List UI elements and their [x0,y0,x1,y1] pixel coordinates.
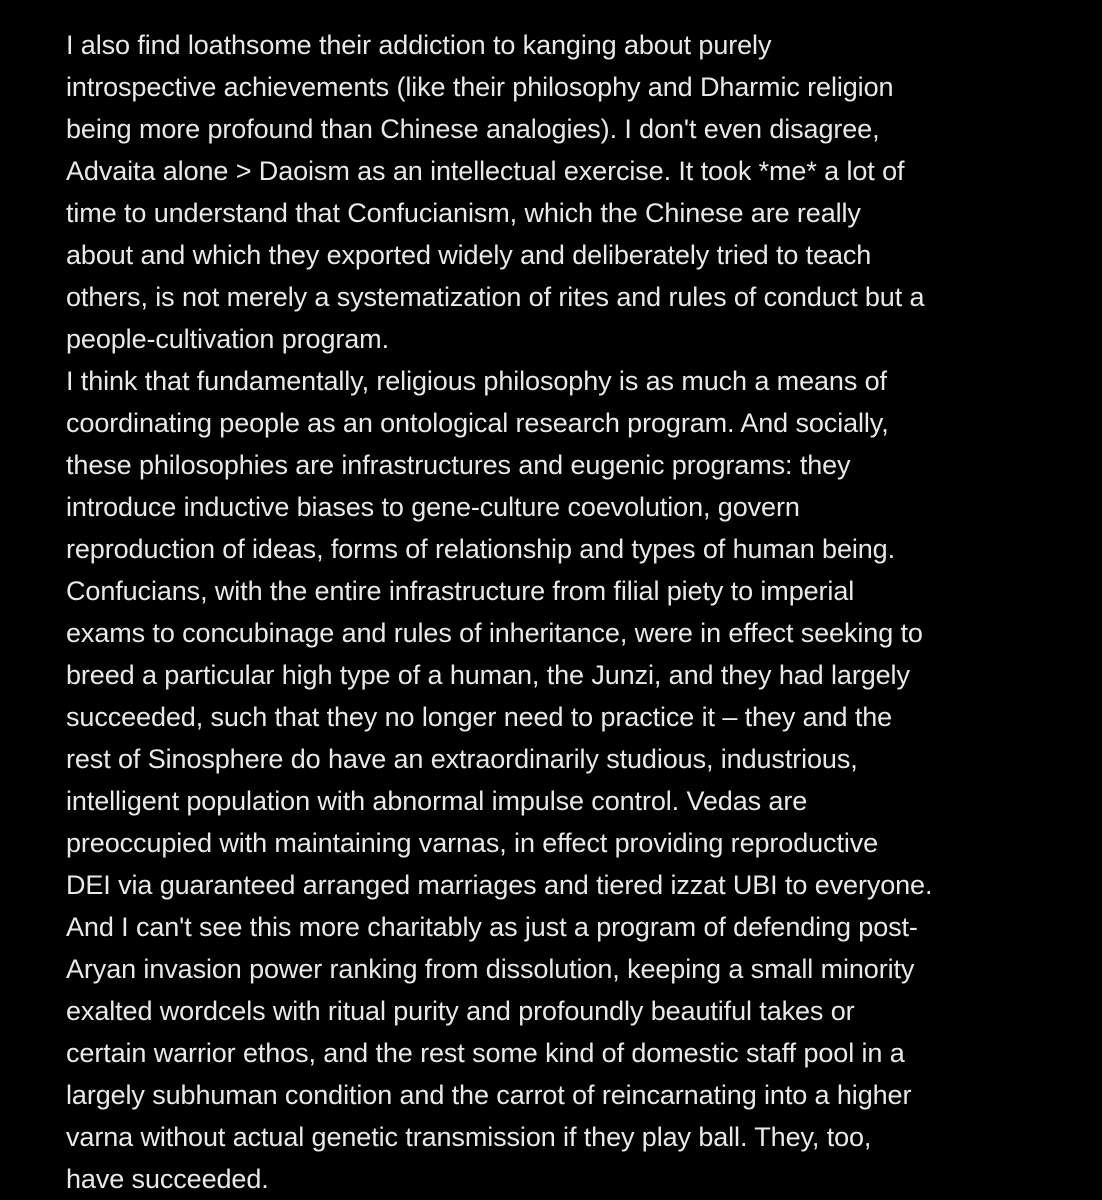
post-text-line: others, is not merely a systematization of rites and rules of conduct but a [66,282,925,312]
post-text-line: introduce inductive biases to gene-culture coevolution, govern [66,492,800,522]
post-text-line: varna without actual genetic transmission if they play ball. They, too, [66,1122,872,1152]
post-text-line: exams to concubinage and rules of inheritance, were in effect seeking to [66,618,923,648]
post-text-line: And I can't see this more charitably as just a program of defending post- [66,912,918,942]
post-text-line: I also find loathsome their addiction to kanging about purely [66,30,772,60]
post-text-line: rest of Sinosphere do have an extraordinarily studious, industrious, [66,744,858,774]
post-text-line: succeeded, such that they no longer need to practice it – they and the [66,702,893,732]
post-text-line: exalted wordcels with ritual purity and profoundly beautiful takes or [66,996,855,1026]
post-text-line: coordinating people as an ontological research program. And socially, [66,408,889,438]
post-text-line: time to understand that Confucianism, which the Chinese are really [66,198,861,228]
post-text-line: about and which they exported widely and deliberately tried to teach [66,240,872,270]
post-text-line: largely subhuman condition and the carrot of reincarnating into a higher [66,1080,912,1110]
post-text-line: these philosophies are infrastructures and eugenic programs: they [66,450,851,480]
post-text-line: have succeeded. [66,1164,269,1194]
post-text-line: being more profound than Chinese analogies). I don't even disagree, [66,114,880,144]
post-text-line: certain warrior ethos, and the rest some kind of domestic staff pool in a [66,1038,905,1068]
post-text-line: Confucians, with the entire infrastructure from filial piety to imperial [66,576,855,606]
post-text-line: reproduction of ideas, forms of relationship and types of human being. [66,534,895,564]
post-text-line: I think that fundamentally, religious philosophy is as much a means of [66,366,887,396]
post-text-line: DEI via guaranteed arranged marriages and tiered izzat UBI to everyone. [66,870,933,900]
post-text-line: Advaita alone > Daoism as an intellectual exercise. It took *me* a lot of [66,156,905,186]
post-text-line: intelligent population with abnormal impulse control. Vedas are [66,786,808,816]
post-text-line: Aryan invasion power ranking from dissolution, keeping a small minority [66,954,915,984]
post-body-text [66,24,1086,1200]
post-text-line: preoccupied with maintaining varnas, in effect providing reproductive [66,828,879,858]
post-text-line: introspective achievements (like their philosophy and Dharmic religion [66,72,894,102]
post-text-line: breed a particular high type of a human, the Junzi, and they had largely [66,660,910,690]
post-text-line: people-cultivation program. [66,324,389,354]
